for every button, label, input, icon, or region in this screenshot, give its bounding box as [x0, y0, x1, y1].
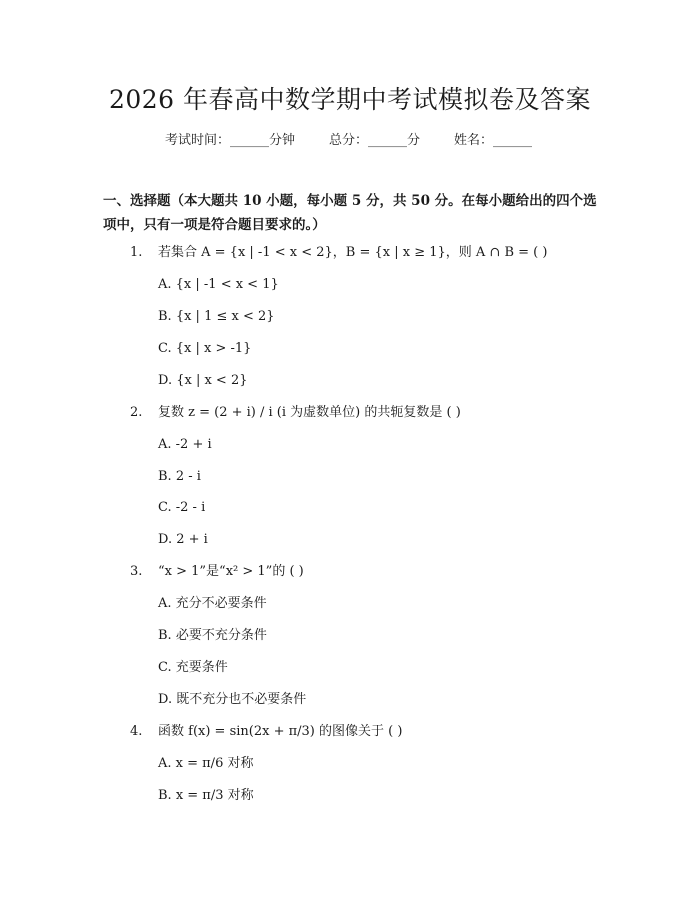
question-1-option-a: A. {x | -1 < x < 1}	[158, 277, 279, 292]
question-number: 2.	[130, 405, 143, 420]
question-4-option-a: A. x = π/6 对称	[158, 756, 254, 771]
total-score-field: 总分：______分	[329, 133, 421, 148]
question-3-option-d: D. 既不充分也不必要条件	[158, 692, 307, 707]
question-number: 1.	[130, 245, 143, 260]
question-3-option-c: C. 充要条件	[158, 660, 228, 675]
question-text: “x > 1”是“x² > 1”的 ( )	[158, 564, 304, 579]
question-text: 若集合 A = {x | -1 < x < 2}，B = {x | x ≥ 1}，则 A ∩ B = ( )	[158, 245, 548, 260]
question-text: 函数 f(x) = sin(2x + π/3) 的图像关于 ( )	[158, 724, 403, 739]
exam-time-field: 考试时间：______分钟	[165, 133, 296, 148]
section-heading: 一、选择题（本大题共 10 小题，每小题 5 分，共 50 分。在每小题给出的四个选项中，只有一项是符合题目要求的。）	[103, 193, 597, 233]
question-text: 复数 z = (2 + i) / i (i 为虚数单位) 的共轭复数是 ( )	[158, 405, 461, 420]
question-4	[130, 722, 402, 742]
question-number: 3.	[130, 564, 143, 579]
question-2-option-c: C. -2 - i	[158, 500, 206, 515]
question-1-option-c: C. {x | x > -1}	[158, 341, 252, 356]
question-2-option-b: B. 2 - i	[158, 469, 201, 484]
question-2	[130, 403, 461, 423]
question-1	[130, 243, 547, 263]
question-4-option-b: B. x = π/3 对称	[158, 788, 254, 803]
question-number: 4.	[130, 724, 143, 739]
question-3	[130, 562, 304, 582]
question-2-option-d: D. 2 + i	[158, 532, 208, 547]
question-3-option-a: A. 充分不必要条件	[158, 596, 267, 611]
question-2-option-a: A. -2 + i	[158, 437, 212, 452]
question-1-option-d: D. {x | x < 2}	[158, 373, 248, 388]
question-3-option-b: B. 必要不充分条件	[158, 628, 267, 643]
exam-title: 2026 年春高中数学期中考试模拟卷及答案	[108, 85, 592, 114]
student-name-field: 姓名：______	[454, 133, 533, 148]
question-1-option-b: B. {x | 1 ≤ x < 2}	[158, 309, 275, 324]
